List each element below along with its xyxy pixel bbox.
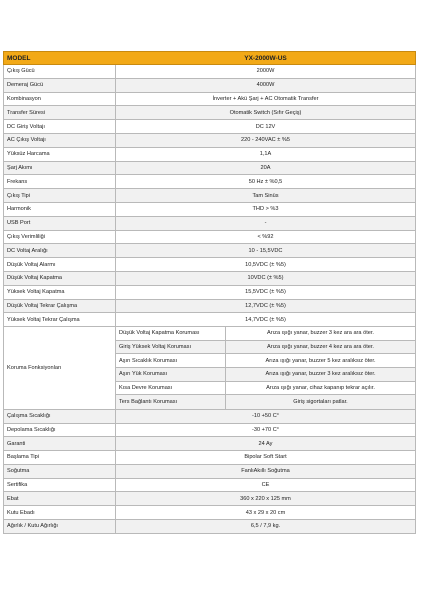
spec-label: Çıkış Tipi <box>4 189 116 202</box>
table-row <box>3 313 416 327</box>
table-row <box>3 244 416 258</box>
table-row <box>3 410 416 424</box>
protection-name: Ters Bağlantı Koruması <box>116 395 226 409</box>
spec-label: Depolama Sıcaklığı <box>4 424 116 437</box>
spec-label: Soğutma <box>4 465 116 478</box>
spec-value: Bipolar Soft Start <box>244 454 287 461</box>
table-row <box>3 217 416 231</box>
table-row <box>3 300 416 314</box>
spec-value: 12,7VDC (± %5) <box>245 302 286 309</box>
protection-item <box>116 341 415 355</box>
table-row <box>3 175 416 189</box>
spec-value: DC 12V <box>255 123 276 130</box>
spec-label: DC Giriş Voltajı <box>4 120 116 133</box>
table-row <box>3 465 416 479</box>
spec-value: THD > %3 <box>252 206 279 213</box>
table-row <box>3 203 416 217</box>
protection-row <box>3 327 416 410</box>
spec-value: 1,1A <box>259 151 272 158</box>
spec-label: AC Çıkış Voltajı <box>4 134 116 147</box>
protection-item <box>116 327 415 341</box>
protection-description: Arıza ışığı yanar, buzzer 4 kez ara ara öter. <box>267 344 374 351</box>
spec-label: Çalışma Sıcaklığı <box>4 410 116 423</box>
protection-name: Aşırı Yük Koruması <box>116 368 226 381</box>
spec-rows-bottom <box>3 410 416 534</box>
table-row <box>3 437 416 451</box>
spec-value: Otomatik Switch (Sıfır Geçiş) <box>229 109 302 116</box>
spec-label: Ebat <box>4 492 116 505</box>
protection-label: Koruma Fonksiyonları <box>4 327 116 409</box>
table-row <box>3 93 416 107</box>
spec-value: 10VDC (± %5) <box>247 275 284 282</box>
table-row <box>3 79 416 93</box>
protection-name: Düşük Voltaj Kapatma Koruması <box>116 327 226 340</box>
protection-description: Giriş sigortaları patlar. <box>293 398 348 405</box>
spec-value: 14,7VDC (± %5) <box>245 316 286 323</box>
table-row <box>3 492 416 506</box>
table-row <box>3 162 416 176</box>
spec-value: - <box>264 220 267 227</box>
spec-label: Düşük Voltaj Kapatma <box>4 272 116 285</box>
protection-name: Giriş Yüksek Voltaj Koruması <box>116 341 226 354</box>
spec-value: 50 Hz ± %0,5 <box>248 178 283 185</box>
spec-value: < %92 <box>257 233 274 240</box>
protection-items <box>116 327 415 409</box>
table-row <box>3 65 416 79</box>
protection-description: Arıza ışığı yanar, buzzer 5 kez aralıksız öter. <box>265 357 376 364</box>
table-row <box>3 506 416 520</box>
table-row <box>3 106 416 120</box>
spec-value: 360 x 220 x 125 mm <box>240 495 291 502</box>
table-row <box>3 258 416 272</box>
protection-name: Kısa Devre Koruması <box>116 382 226 395</box>
table-row <box>3 148 416 162</box>
spec-value: -30 +70 C° <box>252 426 279 433</box>
spec-label: Frekans <box>4 175 116 188</box>
spec-label: Yüksüz Harcama <box>4 148 116 161</box>
spec-label: Garanti <box>4 437 116 450</box>
table-row <box>3 520 416 534</box>
spec-label: Kombinasyon <box>4 93 116 106</box>
protection-description: Arıza ışığı yanar, buzzer 3 kez ara ara öter. <box>267 330 374 337</box>
protection-item <box>116 354 415 368</box>
spec-label: Sertifika <box>4 479 116 492</box>
spec-value: 20A <box>260 164 271 171</box>
spec-value: Tam Sinüs <box>252 192 279 199</box>
spec-value: 6,5 / 7,9 kg. <box>250 523 281 530</box>
table-row <box>3 286 416 300</box>
spec-label: Şarj Akımı <box>4 162 116 175</box>
table-row <box>3 424 416 438</box>
spec-value: 10,5VDC (± %5) <box>245 261 286 268</box>
spec-label: Harmonik <box>4 203 116 216</box>
spec-label: Çıkış Verimliliği <box>4 231 116 244</box>
table-header <box>3 51 416 65</box>
table-row <box>3 231 416 245</box>
spec-value: CE <box>261 482 270 489</box>
table-row <box>3 451 416 465</box>
protection-description: Arıza ışığı yanar, buzzer 3 kez aralıksız öter. <box>265 371 376 378</box>
spec-label: Yüksek Voltaj Kapatma <box>4 286 116 299</box>
spec-label: Düşük Voltaj Tekrar Çalışma <box>4 300 116 313</box>
protection-name: Aşırı Sıcaklık Koruması <box>116 354 226 367</box>
model-label: MODEL <box>7 54 31 62</box>
spec-label: USB Port <box>4 217 116 230</box>
table-row <box>3 120 416 134</box>
spec-table <box>3 51 416 534</box>
protection-item <box>116 368 415 382</box>
spec-label: Transfer Süresi <box>4 106 116 119</box>
spec-value: 220 - 240VAC ± %5 <box>241 137 290 144</box>
model-value: YX-2000W-US <box>244 54 287 62</box>
spec-value: 2000W <box>256 68 275 75</box>
spec-label: Çıkış Gücü <box>4 65 116 78</box>
spec-label: Yüksek Voltaj Tekrar Çalışma <box>4 313 116 326</box>
spec-value: -10 +50 C° <box>252 413 279 420</box>
spec-value: 10 - 15,5VDC <box>248 247 283 254</box>
protection-item <box>116 382 415 396</box>
spec-label: Ağırlık / Kutu Ağırlığı <box>4 520 116 533</box>
spec-value: 24 Ay <box>258 440 273 447</box>
spec-label: DC Voltaj Aralığı <box>4 244 116 257</box>
table-row <box>3 479 416 493</box>
table-row <box>3 134 416 148</box>
spec-value: 43 x 29 x 20 cm <box>245 509 286 516</box>
table-row <box>3 189 416 203</box>
spec-label: Başlama Tipi <box>4 451 116 464</box>
spec-label: Düşük Voltaj Alarmı <box>4 258 116 271</box>
spec-label: Demeraj Gücü <box>4 79 116 92</box>
spec-rows-top <box>3 65 416 327</box>
spec-value: İnverter + Akü Şarj + AC Otomatik Transfer <box>212 95 319 102</box>
spec-value: FanlıAkıllı Soğutma <box>241 468 290 475</box>
protection-item <box>116 395 415 409</box>
spec-value: 4000W <box>256 82 275 89</box>
spec-value: 15,5VDC (± %5) <box>245 289 286 296</box>
protection-description: Arıza ışığı yanar, cihaz kapanıp tekrar açılır. <box>266 384 375 391</box>
spec-label: Kutu Ebadı <box>4 506 116 519</box>
table-row <box>3 272 416 286</box>
